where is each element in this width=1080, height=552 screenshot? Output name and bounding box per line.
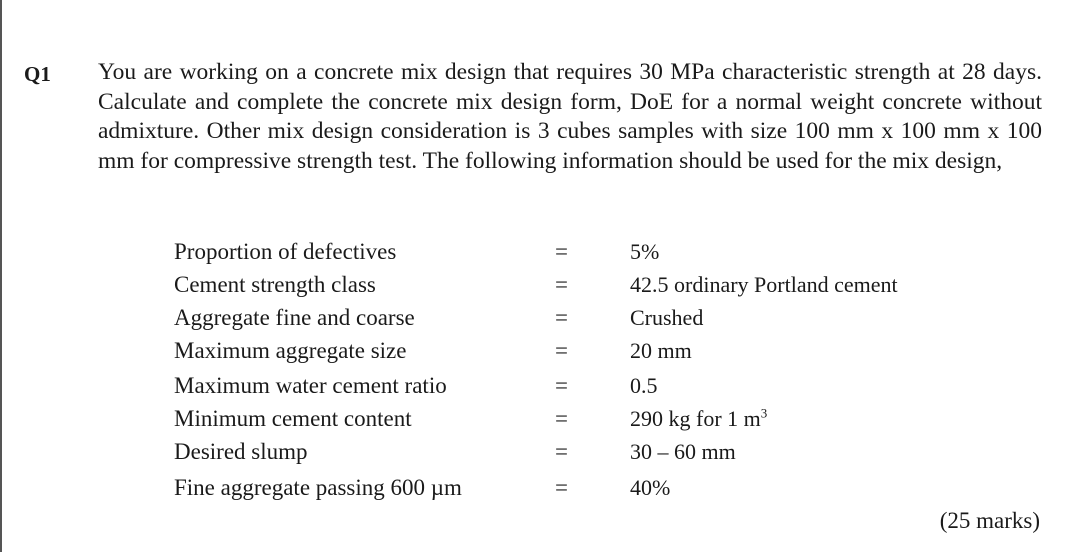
parameter-value: 30 – 60 mm: [630, 439, 736, 464]
parameter-value: [630, 403, 767, 435]
equals-sign: =: [555, 475, 568, 500]
equals-sign: =: [555, 305, 568, 330]
equals-sign: =: [555, 272, 568, 297]
marks-allocation: (25 marks): [939, 508, 1040, 533]
page-left-border: [0, 0, 2, 552]
question-text: You are working on a concrete mix design that requires 30 MPa characteristic strength at 28 days. Calculate and complete the concrete mix design form, DoE for a normal weight concrete without admixture. Other mix design consideration is 3 cubes samples with size 100 mm x 100 mm x 100 mm for compressive strength test. The following information should be used for the mix design,: [98, 59, 1042, 174]
parameter-value: Crushed: [630, 305, 704, 330]
parameter-value: 40%: [630, 475, 671, 500]
parameter-value: 0.5: [630, 373, 658, 398]
question-number: Q1: [24, 62, 51, 86]
parameter-name: Cement strength class: [174, 272, 376, 297]
parameter-value: 5%: [630, 239, 660, 264]
equals-sign: =: [555, 373, 568, 398]
parameter-value-text: 290 kg for 1 m: [630, 406, 761, 431]
parameter-name: Desired slump: [174, 439, 308, 464]
parameter-name: Maximum aggregate size: [174, 338, 407, 363]
parameter-name: Fine aggregate passing 600 µm: [174, 475, 462, 500]
superscript-exponent: 3: [760, 405, 768, 421]
equals-sign: =: [555, 338, 568, 363]
parameter-name: Proportion of defectives: [174, 239, 397, 264]
parameter-name: Aggregate fine and coarse: [174, 305, 415, 330]
parameter-name: Maximum water cement ratio: [174, 373, 447, 398]
equals-sign: =: [555, 406, 568, 431]
parameter-name: Minimum cement content: [174, 406, 412, 431]
equals-sign: =: [555, 239, 568, 264]
equals-sign: =: [555, 439, 568, 464]
parameter-value: 42.5 ordinary Portland cement: [630, 272, 898, 297]
parameter-value: 20 mm: [630, 338, 692, 363]
